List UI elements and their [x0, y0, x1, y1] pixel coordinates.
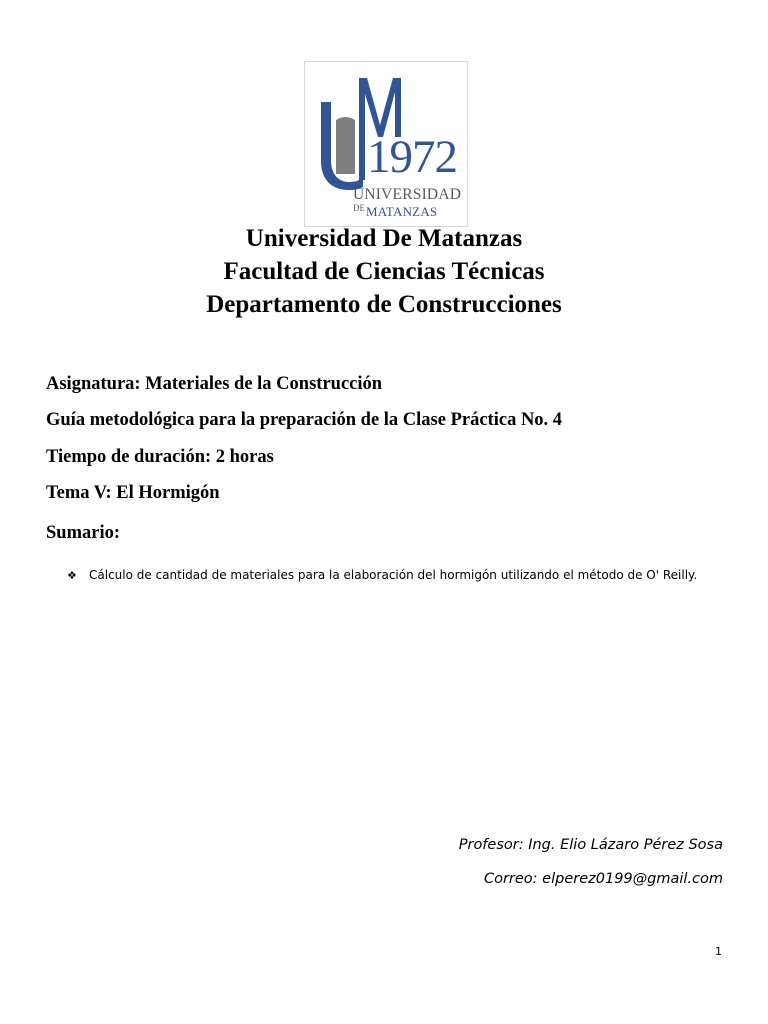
university-title: Universidad De Matanzas	[245, 225, 523, 252]
logo-matanzas-text: MATANZAS	[366, 204, 438, 219]
document-header	[0, 222, 768, 321]
logo-de-text: DE	[353, 203, 365, 213]
profesor-line: Profesor: Ing. Elio Lázaro Pérez Sosa	[458, 837, 723, 853]
asignatura-line: Asignatura: Materiales de la Construcción	[46, 374, 383, 394]
university-logo	[304, 61, 468, 227]
logo-year: 1972	[367, 131, 457, 183]
sumario-list-item	[67, 566, 697, 585]
guia-line: Guía metodológica para la preparación de la Clase Práctica No. 4	[46, 410, 563, 430]
tema-line: Tema V: El Hormigón	[46, 483, 220, 503]
logo-university-text: UNIVERSIDAD	[353, 186, 462, 203]
page-number: 1	[715, 945, 722, 958]
department-title: Departamento de Construcciones	[206, 291, 562, 318]
diamond-bullet-icon: ❖	[67, 569, 77, 582]
faculty-title: Facultad de Ciencias Técnicas	[223, 258, 545, 285]
sumario-item-text: Cálculo de cantidad de materiales para la elaboración del hormigón utilizando el método de O' Reilly.	[89, 568, 698, 582]
sumario-label: Sumario:	[46, 523, 120, 543]
correo-line: Correo: elperez0199@gmail.com	[483, 871, 723, 887]
tiempo-line: Tiempo de duración: 2 horas	[46, 447, 274, 467]
